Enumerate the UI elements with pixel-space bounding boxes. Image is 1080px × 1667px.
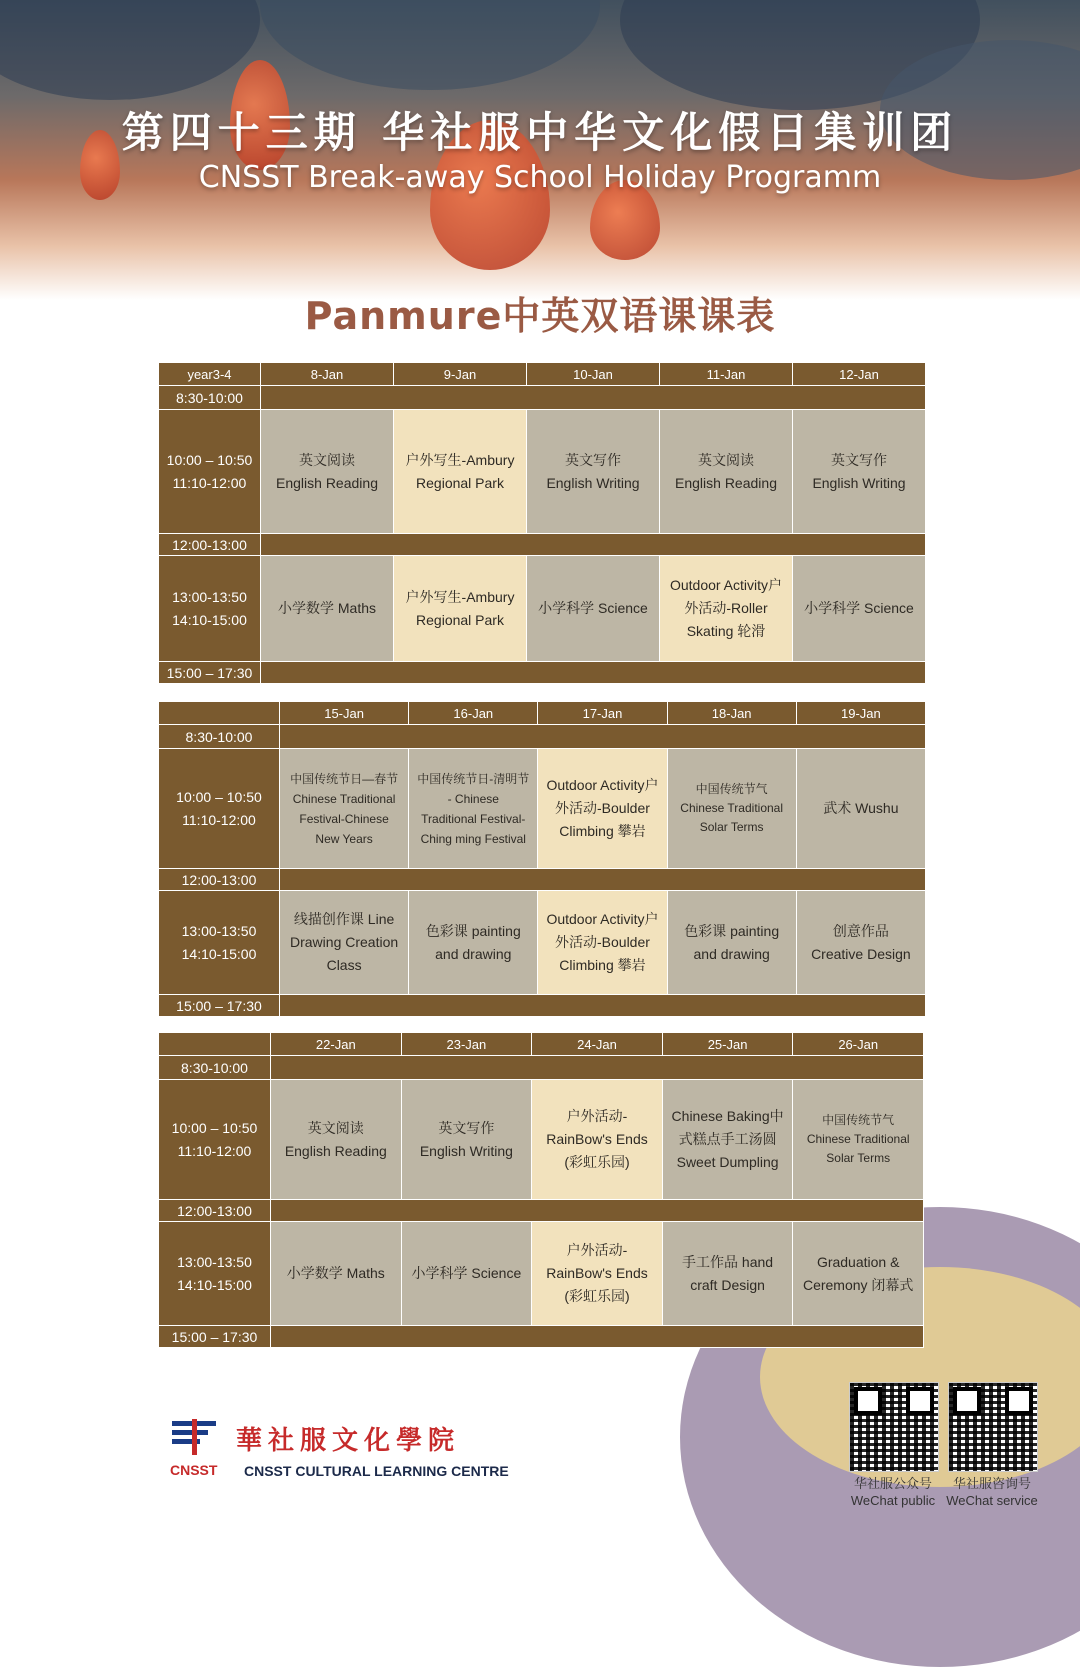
table-row <box>159 1080 924 1200</box>
cnsst-logo-icon <box>168 1415 220 1459</box>
table-row <box>159 556 926 662</box>
page-title: Panmure中英双语课课表 <box>304 294 776 338</box>
class-cell: 小学数学 Maths <box>271 1222 402 1326</box>
school-name-en: CNSST CULTURAL LEARNING CENTRE <box>244 1463 509 1479</box>
time-slot: 15:00 – 17:30 <box>159 662 261 684</box>
table-row <box>159 662 926 684</box>
header-banner <box>0 0 1080 300</box>
class-cell: 中国传统节气 Chinese Traditional Solar Terms <box>793 1080 924 1200</box>
class-cell: 户外活动- RainBow's Ends (彩虹乐园) <box>532 1222 663 1326</box>
time-slot: 12:00-13:00 <box>159 1200 271 1222</box>
day-header: 23-Jan <box>401 1033 532 1056</box>
class-cell: Chinese Baking中 式糕点手工汤圆 Sweet Dumpling <box>662 1080 793 1200</box>
class-cell: 中国传统节气 Chinese Traditional Solar Terms <box>667 749 796 869</box>
table-row <box>159 749 926 869</box>
class-cell: 户外活动- RainBow's Ends (彩虹乐园) <box>532 1080 663 1200</box>
empty-cell <box>271 1200 924 1222</box>
day-header: 9-Jan <box>394 363 527 386</box>
table-header-row <box>159 363 926 386</box>
timetable-week3 <box>158 1032 924 1348</box>
table-row <box>159 386 926 410</box>
wave-decoration <box>260 0 600 90</box>
table-row <box>159 1200 924 1222</box>
program-title-en: CNSST Break-away School Holiday Programm <box>198 160 882 195</box>
table-row <box>159 1222 924 1326</box>
time-slot: 15:00 – 17:30 <box>159 1326 271 1348</box>
table-row <box>159 995 926 1017</box>
qr-code-service-icon <box>948 1382 1038 1472</box>
time-slot: 15:00 – 17:30 <box>159 995 280 1017</box>
program-title-zh: 第四十三期 华社服中华文化假日集训团 <box>121 108 959 157</box>
table-row <box>159 725 926 749</box>
empty-cell <box>261 534 926 556</box>
time-slot: 13:00-13:50 14:10-15:00 <box>159 1222 271 1326</box>
class-cell: 小学科学 Science <box>793 556 926 662</box>
year-label: year3-4 <box>159 363 261 386</box>
qr-label-public: 华社服公众号 WeChat public <box>850 1476 936 1508</box>
class-cell: 色彩课 painting and drawing <box>667 891 796 995</box>
day-header: 25-Jan <box>662 1033 793 1056</box>
class-cell: 英文阅读 English Reading <box>271 1080 402 1200</box>
class-cell: 中国传统节日-清明节 - Chinese Traditional Festival- Ching ming Festival <box>409 749 538 869</box>
day-header: 16-Jan <box>409 702 538 725</box>
class-cell: 手工作品 hand craft Design <box>662 1222 793 1326</box>
logo-short-text: CNSST <box>170 1462 218 1478</box>
class-cell: Outdoor Activity户 外活动-Boulder Climbing 攀岩 <box>538 749 667 869</box>
time-slot: 8:30-10:00 <box>159 1056 271 1080</box>
class-cell: 小学科学 Science <box>401 1222 532 1326</box>
class-cell: 线描创作课 Line Drawing Creation Class <box>280 891 409 995</box>
time-slot: 12:00-13:00 <box>159 534 261 556</box>
empty-cell <box>280 869 926 891</box>
time-slot: 8:30-10:00 <box>159 725 280 749</box>
day-header: 18-Jan <box>667 702 796 725</box>
day-header: 24-Jan <box>532 1033 663 1056</box>
qr-code-public-icon <box>849 1382 939 1472</box>
class-cell: 英文写作 English Writing <box>793 410 926 534</box>
class-cell: 小学科学 Science <box>527 556 660 662</box>
table-row <box>159 891 926 995</box>
school-name-zh: 華社服文化學院 <box>236 1426 461 1456</box>
empty-cell <box>280 995 926 1017</box>
table-row <box>159 869 926 891</box>
empty-cell <box>261 662 926 684</box>
table-row <box>159 1326 924 1348</box>
day-header: 26-Jan <box>793 1033 924 1056</box>
class-cell: 英文写作 English Writing <box>527 410 660 534</box>
empty-cell <box>159 1033 271 1056</box>
day-header: 17-Jan <box>538 702 667 725</box>
wave-decoration <box>0 0 260 100</box>
class-cell: 小学数学 Maths <box>261 556 394 662</box>
timetable-week1 <box>158 362 926 684</box>
class-cell: 中国传统节日—春节 Chinese Traditional Festival-Chinese New Years <box>280 749 409 869</box>
class-cell: 英文阅读 English Reading <box>660 410 793 534</box>
class-cell: 英文阅读 English Reading <box>261 410 394 534</box>
class-cell: 户外写生-Ambury Regional Park <box>394 556 527 662</box>
table-header-row <box>159 702 926 725</box>
qr-label-service: 华社服咨询号 WeChat service <box>946 1476 1038 1508</box>
empty-cell <box>280 725 926 749</box>
day-header: 11-Jan <box>660 363 793 386</box>
class-cell: 户外写生-Ambury Regional Park <box>394 410 527 534</box>
day-header: 10-Jan <box>527 363 660 386</box>
empty-cell <box>271 1056 924 1080</box>
table-header-row <box>159 1033 924 1056</box>
time-slot: 10:00 – 10:50 11:10-12:00 <box>159 1080 271 1200</box>
table-row <box>159 410 926 534</box>
class-cell: 武术 Wushu <box>796 749 925 869</box>
day-header: 15-Jan <box>280 702 409 725</box>
time-slot: 12:00-13:00 <box>159 869 280 891</box>
empty-cell <box>261 386 926 410</box>
table-row <box>159 534 926 556</box>
class-cell: 色彩课 painting and drawing <box>409 891 538 995</box>
table-row <box>159 1056 924 1080</box>
class-cell: Outdoor Activity户 外活动-Boulder Climbing 攀岩 <box>538 891 667 995</box>
empty-cell <box>271 1326 924 1348</box>
class-cell: Outdoor Activity户 外活动-Roller Skating 轮滑 <box>660 556 793 662</box>
time-slot: 10:00 – 10:50 11:10-12:00 <box>159 749 280 869</box>
day-header: 22-Jan <box>271 1033 402 1056</box>
time-slot: 13:00-13:50 14:10-15:00 <box>159 891 280 995</box>
time-slot: 10:00 – 10:50 11:10-12:00 <box>159 410 261 534</box>
class-cell: Graduation & Ceremony 闭幕式 <box>793 1222 924 1326</box>
class-cell: 英文写作 English Writing <box>401 1080 532 1200</box>
timetable-week2 <box>158 701 926 1017</box>
day-header: 19-Jan <box>796 702 925 725</box>
time-slot: 13:00-13:50 14:10-15:00 <box>159 556 261 662</box>
empty-cell <box>159 702 280 725</box>
class-cell: 创意作品 Creative Design <box>796 891 925 995</box>
time-slot: 8:30-10:00 <box>159 386 261 410</box>
day-header: 12-Jan <box>793 363 926 386</box>
day-header: 8-Jan <box>261 363 394 386</box>
